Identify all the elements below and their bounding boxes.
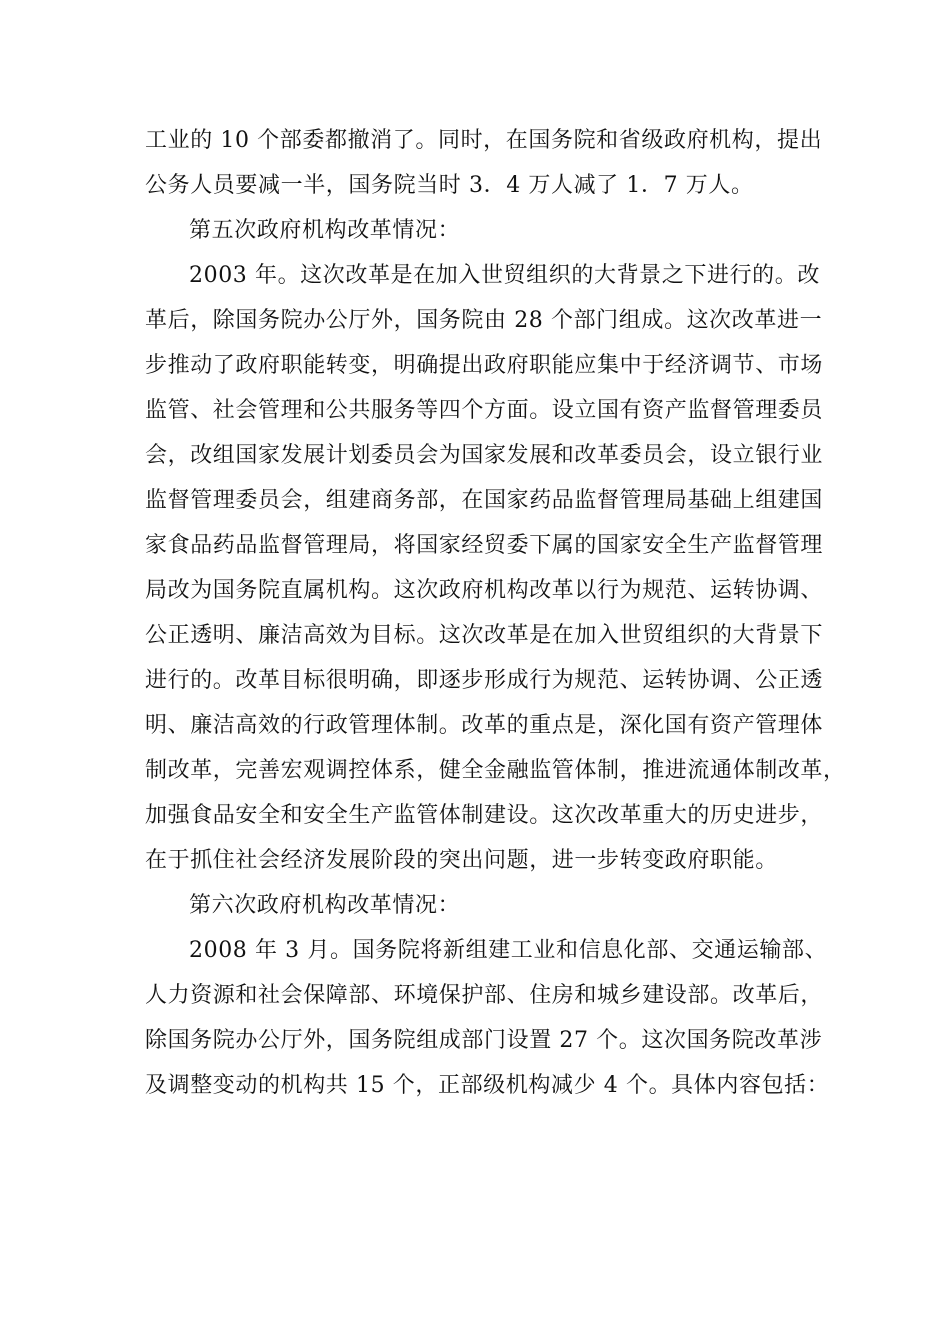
text-line: 工业的 10 个部委都撤消了。同时，在国务院和省级政府机构，提出 bbox=[145, 128, 823, 153]
text-line: 在于抓住社会经济发展阶段的突出问题，进一步转变政府职能。 bbox=[145, 848, 778, 873]
text-line: 革后，除国务院办公厅外，国务院由 28 个部门组成。这次改革进一 bbox=[145, 308, 823, 333]
text-line: 加强食品安全和安全生产监管体制建设。这次改革重大的历史进步， bbox=[145, 803, 824, 828]
text-line: 局改为国务院直属机构。这次政府机构改革以行为规范、运转协调、 bbox=[145, 578, 824, 603]
paragraph-first-line: 2003 年。这次改革是在加入世贸组织的大背景之下进行的。改 bbox=[189, 263, 820, 288]
text-line: 除国务院办公厅外，国务院组成部门设置 27 个。这次国务院改革涉 bbox=[145, 1028, 823, 1053]
paragraph-first-line: 2008 年 3 月。国务院将新组建工业和信息化部、交通运输部、 bbox=[189, 938, 828, 963]
text-line: 家食品药品监督管理局，将国家经贸委下属的国家安全生产监督管理 bbox=[145, 533, 824, 558]
text-line: 明、廉洁高效的行政管理体制。改革的重点是，深化国有资产管理体 bbox=[145, 713, 824, 738]
text-line: 及调整变动的机构共 15 个，正部级机构减少 4 个。具体内容包括： bbox=[145, 1073, 830, 1098]
text-line: 人力资源和社会保障部、环境保护部、住房和城乡建设部。改革后， bbox=[145, 983, 824, 1008]
section-heading: 第六次政府机构改革情况： bbox=[189, 893, 461, 918]
text-line: 制改革，完善宏观调控体系，健全金融监管体制，推进流通体制改革， bbox=[145, 758, 846, 783]
text-line: 监管、社会管理和公共服务等四个方面。设立国有资产监督管理委员 bbox=[145, 398, 824, 423]
document-body bbox=[145, 118, 846, 1108]
text-line: 公务人员要减一半，国务院当时 3．4 万人减了 1．7 万人。 bbox=[145, 173, 754, 198]
text-line: 公正透明、廉洁高效为目标。这次改革是在加入世贸组织的大背景下 bbox=[145, 623, 824, 648]
text-line: 步推动了政府职能转变，明确提出政府职能应集中于经济调节、市场 bbox=[145, 353, 824, 378]
text-line: 会，改组国家发展计划委员会为国家发展和改革委员会，设立银行业 bbox=[145, 443, 824, 468]
section-heading: 第五次政府机构改革情况： bbox=[189, 218, 461, 243]
text-line: 进行的。改革目标很明确，即逐步形成行为规范、运转协调、公正透 bbox=[145, 668, 824, 693]
text-line: 监督管理委员会，组建商务部，在国家药品监督管理局基础上组建国 bbox=[145, 488, 824, 513]
